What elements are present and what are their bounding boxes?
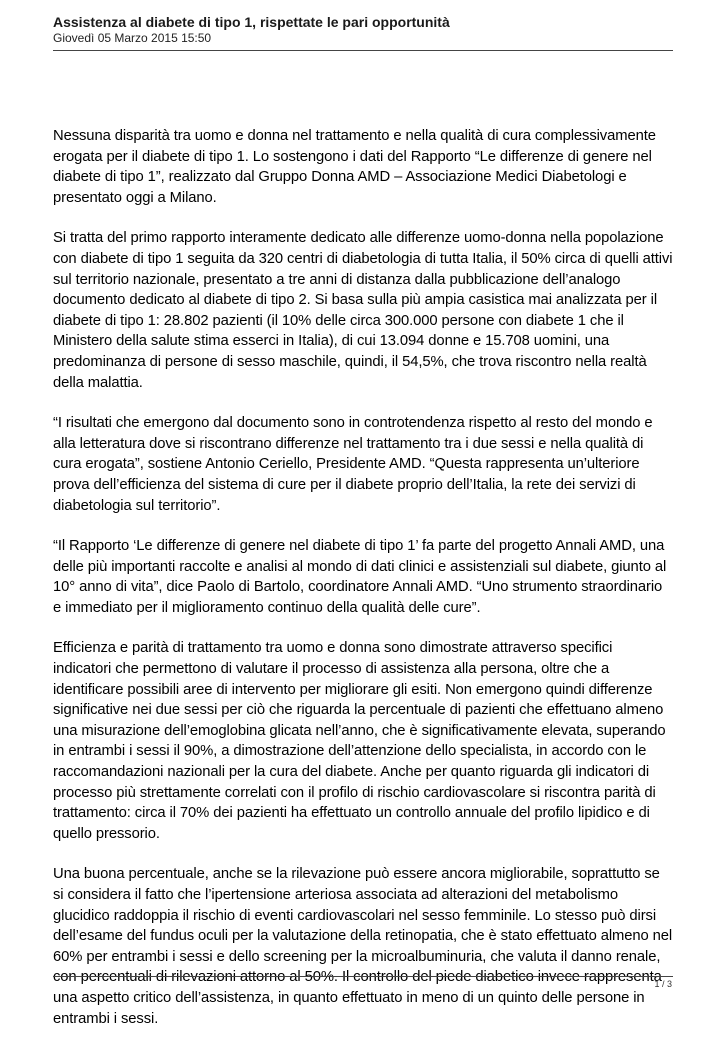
paragraph: Una buona percentuale, anche se la rilevazione può essere ancora migliorabile, soprattutto se si considera il fatto che l’ipertensione arteriosa associata ad alterazioni del metabolismo glucidico raddoppia il rischio di eventi cardiovascolari nel sesso femminile. Lo stesso può dirsi dell’esame del fundus oculi per la valutazione della retinopatia, che è stato effettuato almeno nel 60% per entrambi i sessi e dello screening per la microalbuminuria, che valuta il danno renale, con percentuali di rilevazioni attorno al 50%. Il controllo del piede diabetico invece rappresenta una aspetto critico dell’assistenza, in quanto effettuato in meno di un quinto delle persone in entrambi i sessi. bbox=[53, 866, 673, 1027]
header-divider bbox=[53, 50, 673, 51]
page-number: 1 / 3 bbox=[654, 979, 672, 989]
paragraph: Efficienza e parità di trattamento tra uomo e donna sono dimostrate attraverso specifici indicatori che permettono di valutare il processo di assistenza alla persona, oltre che a identificare possibili aree di intervento per migliorare gli esiti. Non emergono quindi differenze significative nei due sessi per ciò che riguarda la percentuale di pazienti che effettuano almeno una misurazione dell’emoglobina glicata nell’anno, che è significativamente elevata, superando in entrambi i sessi il 90%, a dimostrazione dell’attenzione dello specialista, in accordo con le raccomandazioni nazionali per la cura del diabete. Anche per quanto riguarda gli indicatori di processo più strettamente correlati con il profilo di rischio cardiovascolare si riscontra parità di trattamento: circa il 70% dei pazienti ha effettuato un controllo annuale del profilo lipidico e di quello pressorio. bbox=[53, 640, 666, 842]
paragraph: Nessuna disparità tra uomo e donna nel trattamento e nella qualità di cura complessivamente erogata per il diabete di tipo 1. Lo sostengono i dati del Rapporto “Le differenze di genere nel diabete di tipo 1”, realizzato dal Gruppo Donna AMD – Associazione Medici Diabetologi e presentato oggi a Milano. bbox=[53, 128, 656, 206]
footer-divider bbox=[53, 976, 673, 977]
article-date: Giovedì 05 Marzo 2015 15:50 bbox=[53, 31, 212, 45]
paragraph: Si tratta del primo rapporto interamente dedicato alle differenze uomo-donna nella popolazione con diabete di tipo 1 seguita da 320 centri di diabetologia di tutta Italia, il 50% circa di quelli attivi sul territorio nazionale, presentato a tre anni di distanza dalla pubblicazione dell’analogo documento dedicato al diabete di tipo 2. Si basa sulla più ampia casistica mai analizzata per il diabete di tipo 1: 28.802 pazienti (il 10% delle circa 300.000 persone con diabete 1 che il Ministero della salute stima esserci in Italia), di cui 13.094 donne e 15.708 uomini, una predominanza di persone di sesso maschile, quindi, il 54,5%, che trova riscontro nella realtà della malattia. bbox=[53, 230, 673, 391]
page-header bbox=[53, 14, 673, 46]
article-body bbox=[53, 126, 673, 1049]
paragraph: “Il Rapporto ‘Le differenze di genere nel diabete di tipo 1’ fa parte del progetto Annali AMD, una delle più importanti raccolte e analisi al mondo di dati clinici e assistenziali sul diabete, giunto al 10° anno di vita”, dice Paolo di Bartolo, coordinatore Annali AMD. “Uno strumento straordinario e immediato per il miglioramento continuo della qualità delle cure”. bbox=[53, 538, 667, 616]
paragraph: “I risultati che emergono dal documento sono in controtendenza rispetto al resto del mondo e alla letteratura dove si riscontrano differenze nel trattamento tra i due sessi e nella qualità di cura erogata”, sostiene Antonio Ceriello, Presidente AMD. “Questa rappresenta un’ulteriore prova dell’efficienza del sistema di cure per il diabete proprio dell’Italia, la rete dei servizi di diabetologia sul territorio”. bbox=[53, 415, 653, 514]
article-title: Assistenza al diabete di tipo 1, rispettate le pari opportunità bbox=[53, 14, 450, 30]
